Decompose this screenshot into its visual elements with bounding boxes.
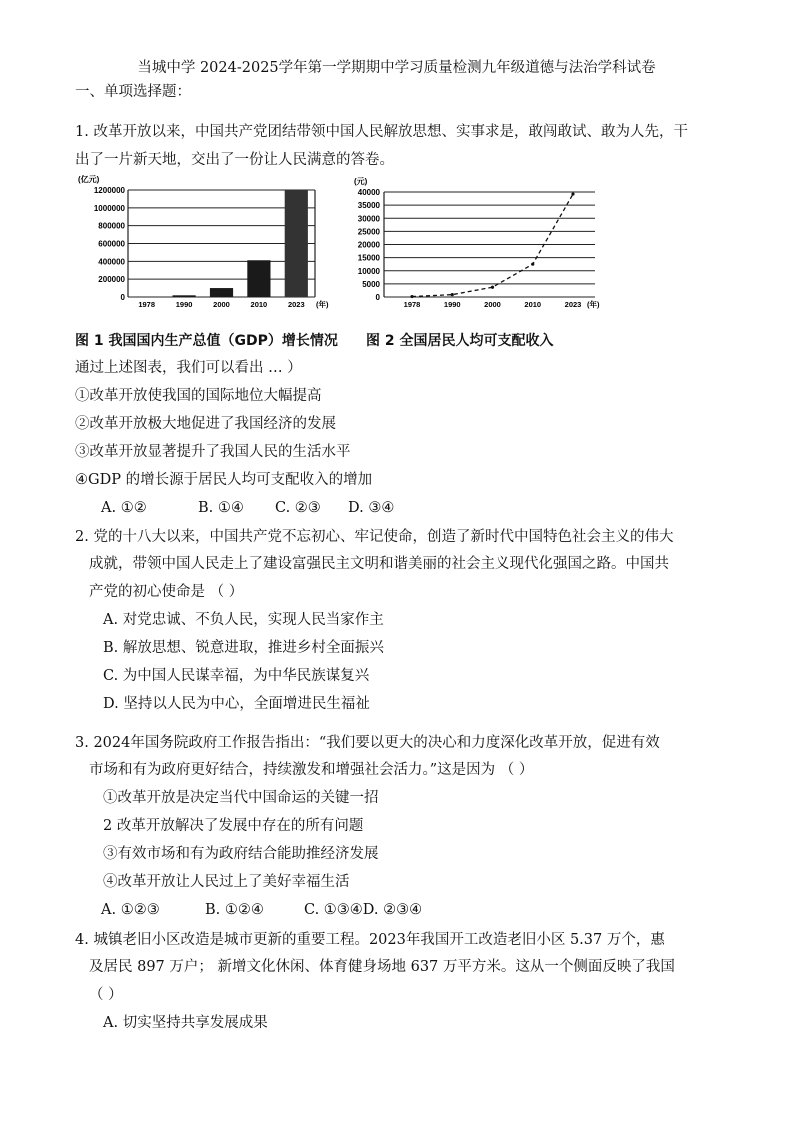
y-tick-label: 5000 <box>362 279 380 289</box>
y-tick-label: 800000 <box>98 221 125 231</box>
y-tick-label: 15000 <box>357 253 380 263</box>
y-tick-label: 10000 <box>357 266 380 276</box>
data-point <box>410 295 413 298</box>
q2-stem-line2: 成就，带领中国人民走上了建设富强民主文明和谐美丽的社会主义现代化强国之路。中国共 <box>89 556 669 572</box>
q1-option-c[interactable]: C. ②③ <box>275 500 321 516</box>
q3-stem-line2: 市场和有为政府更好结合，持续激发和增强社会活力。”这是因为 （ ） <box>89 762 534 778</box>
q1-item-1: ①改革开放使我国的国际地位大幅提高 <box>75 388 322 404</box>
fig1-caption: 图 1 我国国内生产总值（GDP）增长情况 <box>75 333 338 349</box>
bar <box>247 260 270 297</box>
y-tick-label: 0 <box>120 293 125 302</box>
gdp-bar-chart <box>70 172 340 314</box>
q3-option-a[interactable]: A. ①②③ <box>101 902 160 918</box>
y-tick-label: 400000 <box>98 257 125 267</box>
q1-prompt: 通过上述图表，我们可以看出 … ） <box>75 360 302 376</box>
q2-option-b[interactable]: B. 解放思想、锐意进取，推进乡村全面振兴 <box>103 640 384 656</box>
data-point <box>531 263 534 266</box>
x-tick-label: 2023 <box>564 300 582 309</box>
y-axis-label: (元) <box>354 177 368 186</box>
bar <box>210 288 233 297</box>
x-tick-label: 2010 <box>524 300 542 309</box>
q1-stem-line1: 1. 改革开放以来，中国共产党团结带领中国人民解放思想、实事求是，敢闯敢试、敢为人先，干 <box>75 124 688 140</box>
q3-item-4: ④改革开放让人民过上了美好幸福生活 <box>103 874 350 890</box>
q3-option-cd[interactable]: C. ①③④D. ②③④ <box>304 902 423 918</box>
x-tick-label: 2023 <box>287 300 305 309</box>
data-point <box>571 192 574 195</box>
y-tick-label: 200000 <box>98 275 125 285</box>
series-line <box>412 194 573 296</box>
data-point <box>491 286 494 289</box>
q1-option-d[interactable]: D. ③④ <box>348 500 395 516</box>
x-tick-label: 1978 <box>138 300 156 309</box>
section-heading: 一、单项选择题： <box>75 84 191 100</box>
x-tick-label: 2000 <box>213 300 230 309</box>
x-unit-label: (年) <box>587 300 600 309</box>
q3-stem-line1: 3. 2024年国务院政府工作报告指出：“我们要以更大的决心和力度深化改革开放，促进有效 <box>75 735 660 751</box>
q4-stem-line3: （ ） <box>89 987 123 1003</box>
q3-item-2: 2 改革开放解决了发展中存在的所有问题 <box>103 818 364 834</box>
y-tick-label: 1000000 <box>93 203 125 213</box>
y-axis-label: (亿元) <box>78 175 100 184</box>
income-line-chart <box>340 172 610 314</box>
bar <box>173 295 196 297</box>
q4-stem-line1: 4. 城镇老旧小区改造是城市更新的重要工程。2023年我国开工改造老旧小区 5.37 万个，惠 <box>75 932 665 948</box>
q4-option-a[interactable]: A. 切实坚持共享发展成果 <box>103 1015 268 1031</box>
y-tick-label: 600000 <box>98 239 125 249</box>
q3-item-1: ①改革开放是决定当代中国命运的关键一招 <box>103 790 379 806</box>
x-tick-label: 1990 <box>175 300 193 309</box>
y-tick-label: 25000 <box>357 227 380 237</box>
x-tick-label: 1990 <box>443 300 461 309</box>
q4-stem-line2: 及居民 897 万户； 新增文化休闲、体育健身场地 637 万平方米。这从一个侧面反映了我国 <box>89 959 675 975</box>
x-unit-label: (年) <box>316 300 329 309</box>
q2-option-d[interactable]: D. 坚持以人民为中心，全面增进民生福祉 <box>103 696 370 712</box>
q2-stem-line1: 2. 党的十八大以来，中国共产党不忘初心、牢记使命，创造了新时代中国特色社会主义的伟大 <box>75 529 674 545</box>
q1-option-b[interactable]: B. ①④ <box>198 500 244 516</box>
y-tick-label: 30000 <box>357 214 380 224</box>
q3-option-b[interactable]: B. ①②④ <box>205 902 264 918</box>
q1-item-3: ③改革开放显著提升了我国人民的生活水平 <box>75 444 351 460</box>
q1-option-a[interactable]: A. ①② <box>101 500 147 516</box>
y-tick-label: 35000 <box>357 201 380 211</box>
x-tick-label: 1978 <box>403 300 421 309</box>
q2-stem-line3: 产党的初心使命是 （ ） <box>89 584 244 600</box>
fig2-caption: 图 2 全国居民人均可支配收入 <box>366 333 554 349</box>
x-tick-label: 2010 <box>250 300 268 309</box>
q1-stem-line2: 出了一片新天地，交出了一份让人民满意的答卷。 <box>75 152 394 168</box>
x-tick-label: 2000 <box>484 300 501 309</box>
q1-item-2: ②改革开放极大地促进了我国经济的发展 <box>75 416 336 432</box>
bar <box>285 190 308 297</box>
q3-item-3: ③有效市场和有为政府结合能助推经济发展 <box>103 846 379 862</box>
q1-item-4: ④GDP 的增长源于居民人均可支配收入的增加 <box>75 472 373 488</box>
y-tick-label: 0 <box>375 293 380 302</box>
y-tick-label: 40000 <box>357 188 380 197</box>
data-point <box>451 293 454 296</box>
q2-option-c[interactable]: C. 为中国人民谋幸福，为中华民族谋复兴 <box>103 668 370 684</box>
y-tick-label: 20000 <box>357 240 380 250</box>
y-tick-label: 1200000 <box>93 186 125 195</box>
q2-option-a[interactable]: A. 对党忠诚、不负人民，实现人民当家作主 <box>103 612 384 628</box>
exam-title: 当城中学 2024-2025学年第一学期期中学习质量检测九年级道德与法治学科试卷 <box>137 60 656 76</box>
